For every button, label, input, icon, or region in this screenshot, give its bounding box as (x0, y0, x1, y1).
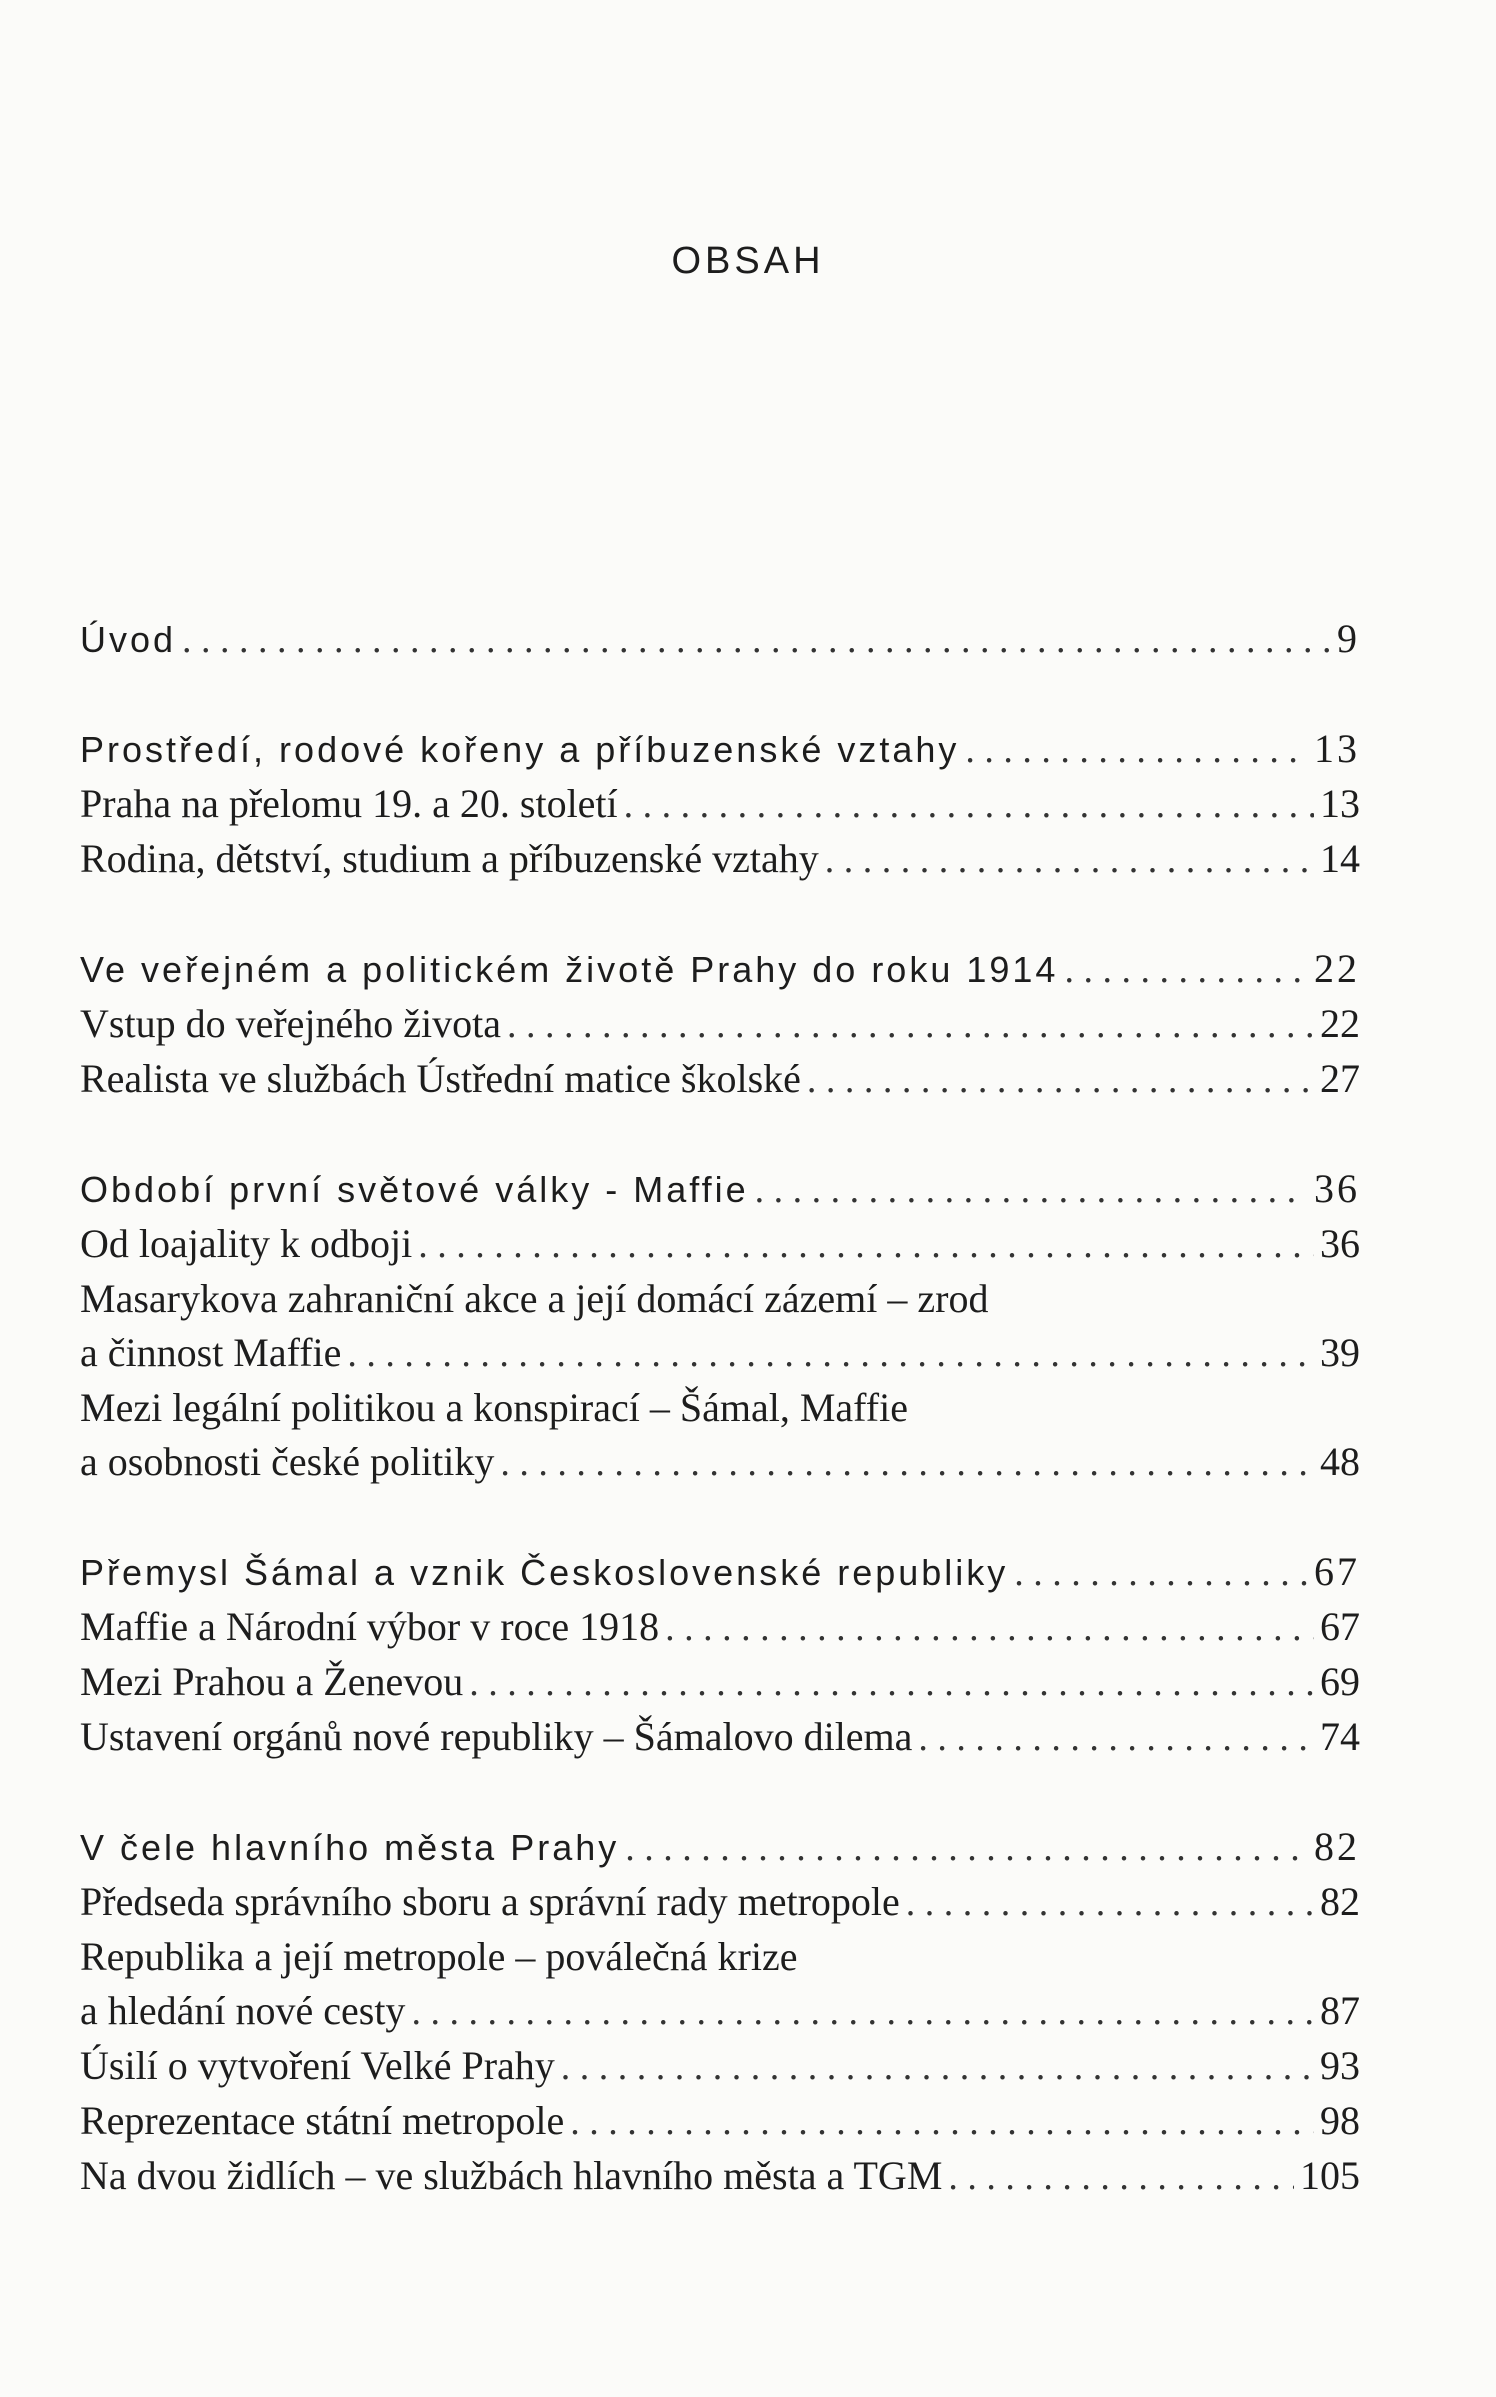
page-title: OBSAH (671, 240, 825, 282)
entry-title: Realista ve službách Ústřední matice školské (80, 1056, 801, 1101)
page-number: 36 (1314, 1166, 1360, 1211)
page-number: 13 (1314, 726, 1360, 771)
dot-leader (624, 778, 1314, 832)
dot-leader (625, 1821, 1308, 1875)
entry-title: a hledání nové cesty (80, 1988, 406, 2033)
toc-chapter-row (80, 1545, 1360, 1600)
toc-entry-row (80, 832, 1360, 887)
toc-section (80, 722, 1360, 887)
toc-entry-row (80, 2149, 1360, 2204)
toc-entry-row (80, 1435, 1360, 1490)
chapter-title: Prostředí, rodové kořeny a příbuzenské vztahy (80, 729, 960, 770)
entry-title: Praha na přelomu 19. a 20. století (80, 781, 618, 826)
toc-entry-row (80, 1984, 1360, 2039)
toc-entry-row (80, 1930, 1360, 1984)
toc-section (80, 1545, 1360, 1765)
page-number: 105 (1300, 2153, 1360, 2198)
page-number: 9 (1337, 616, 1360, 661)
toc-entry-row (80, 1600, 1360, 1655)
page-number: 14 (1320, 836, 1360, 881)
dot-leader (965, 723, 1308, 777)
dot-leader (1064, 943, 1308, 997)
page-number: 87 (1320, 1988, 1360, 2033)
toc-entry-row (80, 997, 1360, 1052)
dot-leader (948, 2150, 1294, 2204)
toc-chapter-row (80, 612, 1360, 667)
toc-section (80, 1820, 1360, 2204)
dot-leader (418, 1218, 1314, 1272)
toc-entry-row (80, 2039, 1360, 2094)
page-number: 98 (1320, 2098, 1360, 2143)
dot-leader (500, 1436, 1314, 1490)
entry-title: Předseda správního sboru a správní rady metropole (80, 1879, 900, 1924)
page-number: 82 (1314, 1824, 1360, 1869)
page-number: 27 (1320, 1056, 1360, 1101)
table-of-contents (80, 612, 1360, 2259)
page-number: 36 (1320, 1221, 1360, 1266)
entry-title: Rodina, dětství, studium a příbuzenské vztahy (80, 836, 819, 881)
toc-entry-row (80, 1710, 1360, 1765)
dot-leader (182, 613, 1331, 667)
entry-title: Maffie a Národní výbor v roce 1918 (80, 1604, 660, 1649)
toc-entry-row (80, 2094, 1360, 2149)
dot-leader (825, 833, 1314, 887)
dot-leader (906, 1876, 1314, 1930)
page-number: 22 (1320, 1001, 1360, 1046)
toc-chapter-row (80, 1820, 1360, 1875)
dot-leader (347, 1327, 1314, 1381)
entry-title: Mezi legální politikou a konspirací – Šámal, Maffie (80, 1385, 908, 1430)
dot-leader (807, 1053, 1314, 1107)
page-number: 67 (1320, 1604, 1360, 1649)
entry-title: Ustavení orgánů nové republiky – Šámalovo dilema (80, 1714, 913, 1759)
toc-chapter-row (80, 1162, 1360, 1217)
page-number: 69 (1320, 1659, 1360, 1704)
dot-leader (561, 2040, 1314, 2094)
dot-leader (918, 1711, 1314, 1765)
dot-leader (507, 998, 1314, 1052)
toc-entry-row (80, 1875, 1360, 1930)
page-number: 93 (1320, 2043, 1360, 2088)
dot-leader (469, 1656, 1314, 1710)
toc-chapter-row (80, 722, 1360, 777)
chapter-title: Úvod (80, 619, 177, 660)
entry-title: Vstup do veřejného života (80, 1001, 501, 1046)
page-number: 82 (1320, 1879, 1360, 1924)
entry-title: Masarykova zahraniční akce a její domácí zázemí – zrod (80, 1276, 989, 1321)
toc-section (80, 612, 1360, 667)
page-number: 22 (1314, 946, 1360, 991)
entry-title: Úsilí o vytvoření Velké Prahy (80, 2043, 555, 2088)
dot-leader (1014, 1546, 1308, 1600)
chapter-title: Ve veřejném a politickém životě Prahy do roku 1914 (80, 949, 1059, 990)
chapter-title: Období první světové války - Maffie (80, 1169, 749, 1210)
toc-entry-row (80, 1052, 1360, 1107)
dot-leader (411, 1985, 1314, 2039)
toc-entry-row (80, 1272, 1360, 1326)
dot-leader (755, 1163, 1308, 1217)
chapter-title: V čele hlavního města Prahy (80, 1827, 620, 1868)
entry-title: Od loajality k odboji (80, 1221, 413, 1266)
toc-entry-row (80, 777, 1360, 832)
toc-section (80, 1162, 1360, 1490)
toc-entry-row (80, 1655, 1360, 1710)
toc-entry-row (80, 1326, 1360, 1381)
page-number: 13 (1320, 781, 1360, 826)
toc-section (80, 942, 1360, 1107)
entry-title: Reprezentace státní metropole (80, 2098, 565, 2143)
entry-title: Na dvou židlích – ve službách hlavního města a TGM (80, 2153, 943, 2198)
page-number: 67 (1314, 1549, 1360, 1594)
dot-leader (570, 2095, 1314, 2149)
chapter-title: Přemysl Šámal a vznik Československé republiky (80, 1552, 1009, 1593)
page-number: 48 (1320, 1439, 1360, 1484)
toc-entry-row (80, 1217, 1360, 1272)
entry-title: Mezi Prahou a Ženevou (80, 1659, 464, 1704)
page-number: 39 (1320, 1330, 1360, 1375)
page-number: 74 (1320, 1714, 1360, 1759)
dot-leader (665, 1601, 1314, 1655)
toc-entry-row (80, 1381, 1360, 1435)
entry-title: a osobnosti české politiky (80, 1439, 495, 1484)
entry-title: a činnost Maffie (80, 1330, 342, 1375)
toc-chapter-row (80, 942, 1360, 997)
entry-title: Republika a její metropole – poválečná krize (80, 1934, 798, 1979)
